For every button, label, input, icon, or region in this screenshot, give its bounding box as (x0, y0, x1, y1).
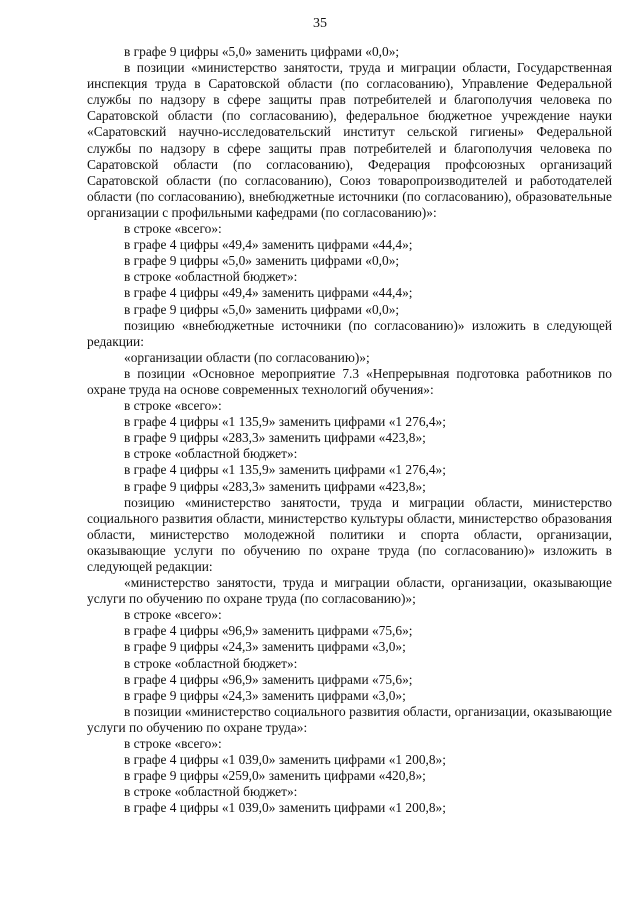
document-body (87, 44, 612, 817)
paragraph: в строке «областной бюджет»: (124, 446, 298, 462)
paragraph: в графе 9 цифры «24,3» заменить цифрами «3,0»; (124, 687, 406, 703)
paragraph: позицию «внебюджетные источники (по согласованию)» изложить в следующей редакции: (87, 317, 612, 349)
paragraph: в строке «областной бюджет»: (124, 784, 298, 800)
paragraph: в позиции «министерство занятости, труда и миграции области, Государственная инспекция труда в Саратовской области (по согласованию), Управление Федеральной службы по надзору в сфере защиты прав потребителей и благополучия человека по Саратовской области (по согласованию), федеральное бюджетное учреждение науки «Саратовский научно-исследовательский институт сельской гигиены» Федеральной службы по надзору в сфере защиты прав потребителей и благополучия человека по Саратовской области (по согласованию), Федерация профсоюзных организаций Саратовской области (по согласованию), Союз товаропроизводителей и работодателей области (по согласованию), внебюджетные источники (по согласованию), образовательные организации с профильными кафедрами (по согласованию)»: (87, 60, 612, 220)
paragraph: в графе 9 цифры «24,3» заменить цифрами «3,0»; (124, 639, 406, 655)
paragraph: в графе 9 цифры «5,0» заменить цифрами «0,0»; (124, 44, 400, 59)
paragraph: в графе 4 цифры «49,4» заменить цифрами «44,4»; (124, 285, 413, 301)
paragraph: «организации области (по согласованию)»; (124, 349, 370, 365)
paragraph: в строке «всего»: (124, 398, 222, 414)
paragraph: в строке «всего»: (124, 221, 222, 237)
paragraph: «министерство занятости, труда и миграции области, организации, оказывающие услуги по обучению по охране труда (по согласованию)»; (87, 575, 612, 607)
paragraph: в строке «всего»: (124, 736, 222, 752)
paragraph: в графе 9 цифры «283,3» заменить цифрами «423,8»; (124, 430, 426, 446)
paragraph: в графе 4 цифры «1 039,0» заменить цифрами «1 200,8»; (124, 800, 446, 816)
paragraph: в графе 9 цифры «5,0» заменить цифрами «0,0»; (124, 301, 400, 317)
paragraph: в строке «областной бюджет»: (124, 655, 298, 671)
paragraph: в графе 9 цифры «259,0» заменить цифрами «420,8»; (124, 768, 426, 784)
paragraph: в графе 4 цифры «96,9» заменить цифрами «75,6»; (124, 671, 413, 687)
paragraph: в позиции «Основное мероприятие 7.3 «Непрерывная подготовка работников по охране труда на основе современных технологий обучения»: (87, 365, 612, 397)
paragraph: в графе 4 цифры «96,9» заменить цифрами «75,6»; (124, 623, 413, 639)
paragraph: в графе 4 цифры «1 039,0» заменить цифрами «1 200,8»; (124, 752, 446, 768)
paragraph: в строке «всего»: (124, 607, 222, 623)
paragraph: в графе 4 цифры «1 135,9» заменить цифрами «1 276,4»; (124, 462, 446, 478)
paragraph: в графе 9 цифры «283,3» заменить цифрами «423,8»; (124, 478, 426, 494)
paragraph: в графе 9 цифры «5,0» заменить цифрами «0,0»; (124, 253, 400, 269)
paragraph: в строке «областной бюджет»: (124, 269, 298, 285)
page-number: 35 (313, 16, 327, 31)
paragraph: позицию «министерство занятости, труда и миграции области, министерство социального развития области, министерство культуры области, министерство образования области, министерство молодежной политики и спорта области, организации, оказывающие услуги по обучению по охране труда (по согласованию)» изложить в следующей редакции: (87, 494, 612, 574)
paragraph: в позиции «министерство социального развития области, организации, оказывающие услуги по обучению по охране труда»: (87, 703, 612, 735)
paragraph: в графе 4 цифры «1 135,9» заменить цифрами «1 276,4»; (124, 414, 446, 430)
paragraph: в графе 4 цифры «49,4» заменить цифрами «44,4»; (124, 237, 413, 253)
